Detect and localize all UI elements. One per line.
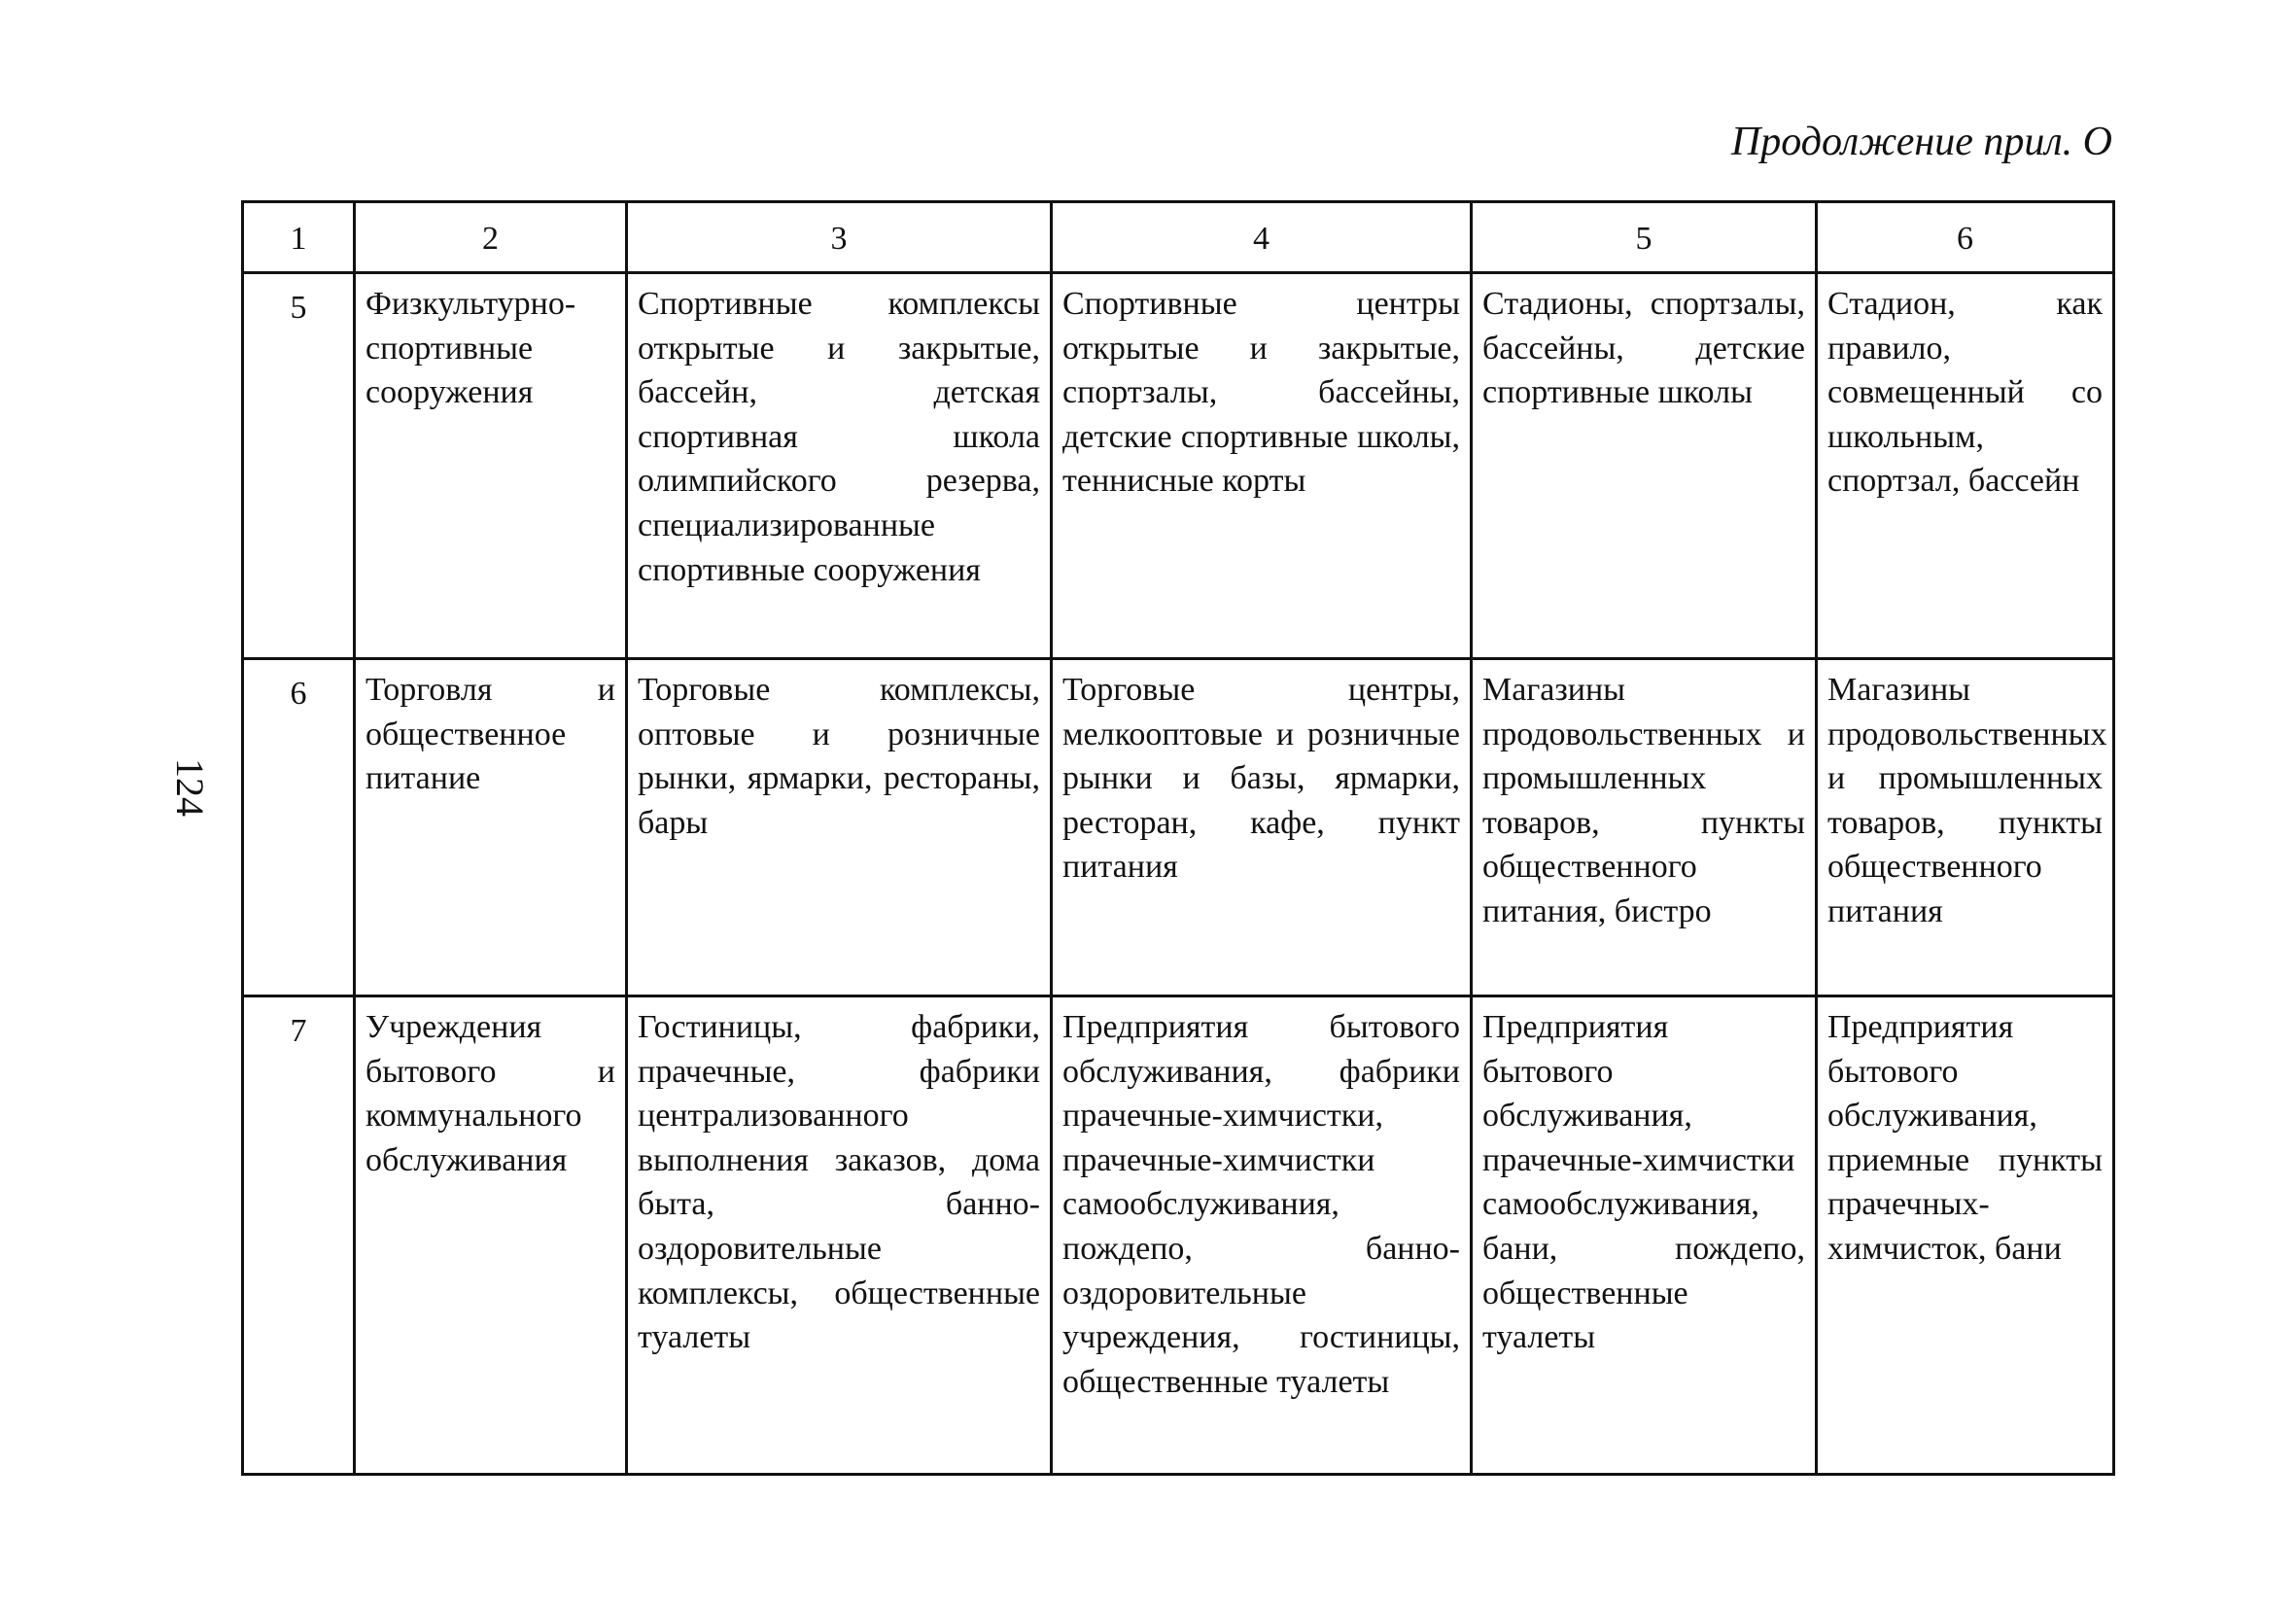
column-header-1: 1: [243, 202, 355, 273]
column-6-cell: Магазины продовольственных и промышленных товаров, пункты общественного питания: [1817, 659, 2114, 996]
page-number: 124: [168, 758, 212, 817]
column-5-cell: Стадионы, спортзалы, бассейны, детские спортивные школы: [1472, 273, 1817, 659]
column-header-3: 3: [627, 202, 1052, 273]
column-3-cell: Гостиницы, фабрики, прачечные, фабрики централизованного выполнения заказов, дома быта, банно-оздоровительные комплексы, общественные туалеты: [627, 996, 1052, 1475]
column-4-cell: Спортивные центры открытые и закрытые, спортзалы, бассейны, детские спортивные школы, теннисные корты: [1052, 273, 1472, 659]
column-6-cell: Предприятия бытового обслуживания, приемные пункты прачечных-химчисток, бани: [1817, 996, 2114, 1475]
column-5-cell: Предприятия бытового обслуживания, прачечные-химчистки самообслуживания, бани, пождепо, общественные туалеты: [1472, 996, 1817, 1475]
column-4-cell: Предприятия бытового обслуживания, фабрики прачечные-химчистки, прачечные-химчистки самообслуживания, пождепо, банно-оздоровительные учреждения, гостиницы, общественные туалеты: [1052, 996, 1472, 1475]
category-cell: Торговля и общественное питание: [355, 659, 627, 996]
column-header-6: 6: [1817, 202, 2114, 273]
row-number: 7: [243, 996, 355, 1475]
column-3-cell: Спортивные комплексы открытые и закрытые, бассейн, детская спортивная школа олимпийского резерва, специализированные спортивные сооружения: [627, 273, 1052, 659]
table-row: [243, 659, 2114, 996]
column-header-2: 2: [355, 202, 627, 273]
appendix-table: [241, 200, 2115, 1476]
table-header-row: [243, 202, 2114, 273]
column-5-cell: Магазины продовольственных и промышленных товаров, пункты общественного питания, бистро: [1472, 659, 1817, 996]
row-number: 5: [243, 273, 355, 659]
category-cell: Учреждения бытового и коммунального обслуживания: [355, 996, 627, 1475]
table-row: [243, 273, 2114, 659]
table-row: [243, 996, 2114, 1475]
column-6-cell: Стадион, как правило, совмещенный со школьным, спортзал, бассейн: [1817, 273, 2114, 659]
column-3-cell: Торговые комплексы, оптовые и розничные рынки, ярмарки, рестораны, бары: [627, 659, 1052, 996]
column-4-cell: Торговые центры, мелкооптовые и розничные рынки и базы, ярмарки, ресторан, кафе, пункт питания: [1052, 659, 1472, 996]
column-header-5: 5: [1472, 202, 1817, 273]
category-cell: Физкультурно-спортивные сооружения: [355, 273, 627, 659]
continuation-label: Продолжение прил. О: [1730, 120, 2112, 164]
column-header-4: 4: [1052, 202, 1472, 273]
row-number: 6: [243, 659, 355, 996]
